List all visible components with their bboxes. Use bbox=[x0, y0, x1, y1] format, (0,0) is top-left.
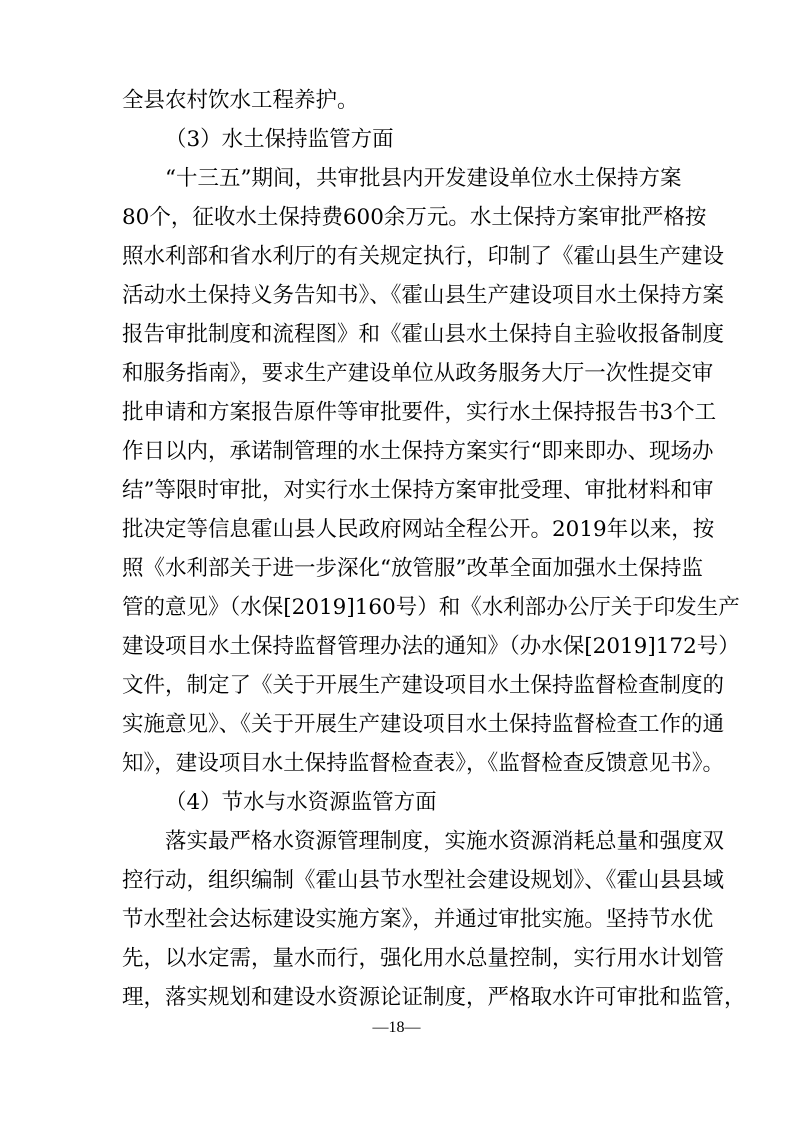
paragraph-line: 先，以水定需，量水而行，强化用水总量控制，实行用水计划管 bbox=[122, 946, 725, 971]
paragraph-line: 批申请和方案报告原件等审批要件，实行水土保持报告书3个工 bbox=[122, 400, 717, 425]
paragraph-line: 知》，建设项目水土保持监督检查表》，《监督检查反馈意见书》。 bbox=[122, 751, 725, 776]
section-heading-4: （4）节水与水资源监管方面 bbox=[165, 790, 437, 815]
paragraph-line: 实施意见》、《关于开展生产建设项目水土保持监督检查工作的通 bbox=[122, 712, 725, 737]
paragraph-line: 照《水利部关于进一步深化“放管服”改革全面加强水土保持监 bbox=[122, 556, 703, 581]
paragraph-line: 管的意见》（水保[2019]160号）和《水利部办公厅关于印发生产 bbox=[122, 595, 740, 620]
paragraph-line: “十三五”期间，共审批县内开发建设单位水土保持方案 bbox=[165, 166, 682, 191]
page-number: —18— bbox=[372, 1019, 421, 1036]
paragraph-line: 节水型社会达标建设实施方案》，并通过审批实施。坚持节水优 bbox=[122, 907, 714, 932]
paragraph-line: 落实最严格水资源管理制度，实施水资源消耗总量和强度双 bbox=[165, 829, 725, 854]
paragraph-line: 全县农村饮水工程养护。 bbox=[122, 88, 359, 113]
paragraph-line: 结”等限时审批，对实行水土保持方案审批受理、审批材料和审 bbox=[122, 478, 714, 503]
paragraph-line: 文件，制定了《关于开展生产建设项目水土保持监督检查制度的 bbox=[122, 673, 725, 698]
paragraph-line: 和服务指南》，要求生产建设单位从政务服务大厅一次性提交审 bbox=[122, 361, 714, 386]
paragraph-line: 报告审批制度和流程图》和《霍山县水土保持自主验收报备制度 bbox=[122, 322, 725, 347]
paragraph-line: 80个，征收水土保持费600余万元。水土保持方案审批严格按 bbox=[122, 205, 707, 230]
paragraph-line: 控行动，组织编制《霍山县节水型社会建设规划》、《霍山县县域 bbox=[122, 868, 725, 893]
paragraph-line: 照水利部和省水利厅的有关规定执行，印制了《霍山县生产建设 bbox=[122, 244, 725, 269]
paragraph-line: 批决定等信息霍山县人民政府网站全程公开。2019年以来，按 bbox=[122, 517, 715, 542]
paragraph-line: 建设项目水土保持监督管理办法的通知》（办水保[2019]172号） bbox=[122, 634, 740, 659]
paragraph-line: 理，落实规划和建设水资源论证制度，严格取水许可审批和监管， bbox=[122, 985, 746, 1010]
paragraph-line: 活动水土保持义务告知书》、《霍山县生产建设项目水土保持方案 bbox=[122, 283, 725, 308]
section-heading-3: （3）水土保持监管方面 bbox=[165, 127, 394, 152]
paragraph-line: 作日以内，承诺制管理的水土保持方案实行“即来即办、现场办 bbox=[122, 439, 714, 464]
